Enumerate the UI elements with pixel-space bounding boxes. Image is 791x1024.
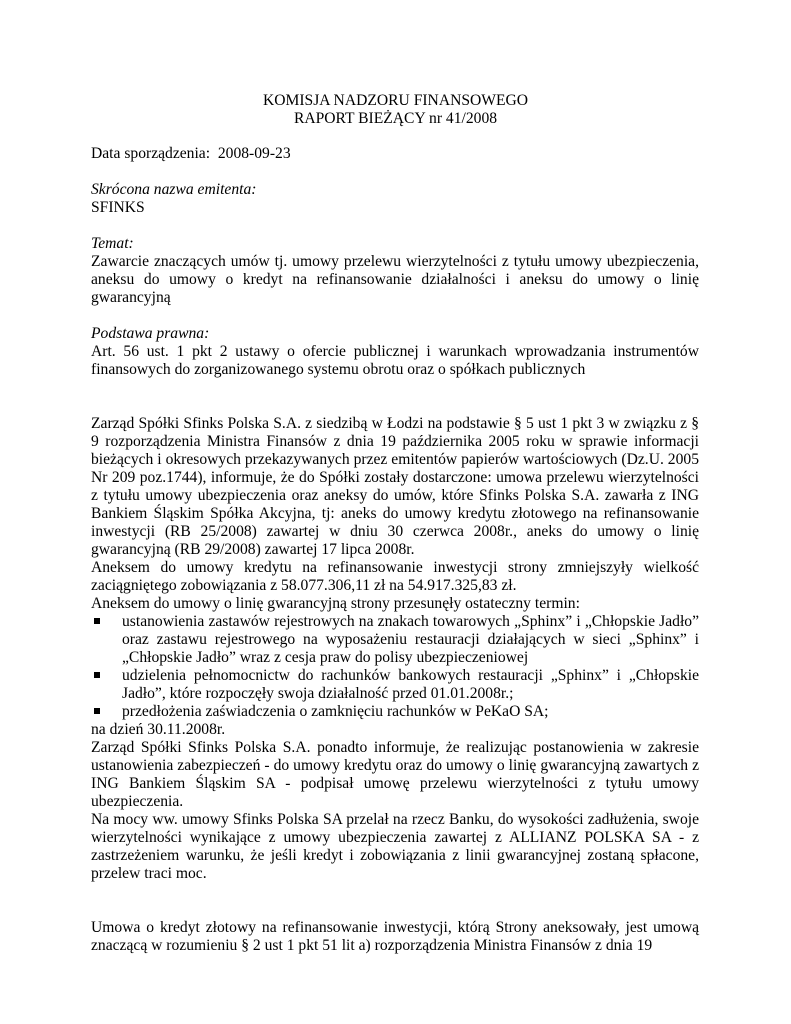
list-item bbox=[91, 703, 699, 721]
body-paragraph-1: Zarząd Spółki Sfinks Polska S.A. z siedzibą w Łodzi na podstawie § 5 ust 1 pkt 3 w związku z § 9 rozporządzenia Ministra Finansów z dnia 19 października 2005 roku w sprawie informacji bieżących i okresowych przekazywanych przez emitentów papierów wartościowych (Dz.U. 2005 Nr 209 poz.1744), informuje, że do Spółki zostały dostarczone: umowa przelewu wierzytelności z tytułu umowy ubezpieczenia oraz aneksy do umów, które Sfinks Polska S.A. zawarła z ING Bankiem Śląskim Spółka Akcyjna, tj: aneks do umowy kredytu złotowego na refinansowanie inwestycji (RB 25/2008) zawartej w dniu 30 czerwca 2008r., aneks do umowy o linię gwarancyjną (RB 29/2008) zawartej 17 lipca 2008r. bbox=[91, 415, 699, 558]
date-line bbox=[91, 145, 699, 163]
authority-title: KOMISJA NADZORU FINANSOWEGO bbox=[262, 92, 529, 109]
bullet-square-icon bbox=[94, 618, 100, 624]
list-item bbox=[91, 613, 699, 667]
deadline-list bbox=[91, 613, 699, 721]
date-value: 2008-09-23 bbox=[217, 145, 291, 162]
date-label: Data sporządzenia: bbox=[91, 145, 211, 162]
topic-text: Zawarcie znaczących umów tj. umowy przelewu wierzytelności z tytułu umowy ubezpieczenia, aneksu do umowy o kredyt na refinansowanie działalności i aneksu do umowy o linię gwarancyjną bbox=[91, 253, 699, 306]
body-paragraph-4: Zarząd Spółki Sfinks Polska S.A. ponadto informuje, że realizując postanowienia w zakresie ustanowienia zabezpieczeń - do umowy kredytu oraz do umowy o linię gwarancyjną zawartych z ING Bankiem Śląskim SA - podpisał umowę przelewu wierzytelności z tytułu umowy ubezpieczenia. bbox=[91, 739, 699, 810]
list-item-text: przedłożenia zaświadczenia o zamknięciu rachunków w PeKaO SA; bbox=[122, 703, 549, 720]
legal-basis-text: Art. 56 ust. 1 pkt 2 ustawy o ofercie publicznej i warunkach wprowadzania instrumentów finansowych do zorganizowanego systemu obrotu oraz o spółkach publicznych bbox=[91, 343, 699, 378]
bullet-square-icon bbox=[94, 708, 100, 714]
report-header bbox=[0, 92, 791, 128]
legal-basis-label: Podstawa prawna: bbox=[91, 325, 210, 342]
body-paragraph-2: Aneksem do umowy kredytu na refinansowanie inwestycji strony zmniejszyły wielkość zaciągniętego zobowiązania z 58.077.306,11 zł na 54.917.325,83 zł. bbox=[91, 559, 699, 594]
list-item bbox=[91, 667, 699, 703]
body-paragraph-3: Aneksem do umowy o linię gwarancyjną strony przesunęły ostateczny termin: bbox=[91, 595, 580, 612]
list-item-text: udzielenia pełnomocnictw do rachunków bankowych restauracji „Sphinx” i „Chłopskie Jadło”, które rozpoczęły swoja działalność przed 01.01.2008r.; bbox=[122, 667, 699, 702]
bullet-square-icon bbox=[94, 672, 100, 678]
topic-label: Temat: bbox=[91, 235, 134, 252]
deadline-date: na dzień 30.11.2008r. bbox=[91, 721, 226, 738]
report-content bbox=[91, 145, 699, 955]
issuer-label: Skrócona nazwa emitenta: bbox=[91, 181, 257, 198]
issuer-value: SFINKS bbox=[91, 199, 145, 216]
body-paragraph-5: Na mocy ww. umowy Sfinks Polska SA przelał na rzecz Banku, do wysokości zadłużenia, swoje wierzytelności wynikające z umowy ubezpieczenia zawartej z ALLIANZ POLSKA SA - z zastrzeżeniem warunku, że jeśli kredyt i zobowiązania z linii gwarancyjnej zostaną spłacone, przelew traci moc. bbox=[91, 811, 699, 882]
body-paragraph-6: Umowa o kredyt złotowy na refinansowanie inwestycji, którą Strony aneksowały, jest umową znaczącą w rozumieniu § 2 ust 1 pkt 51 lit a) rozporządzenia Ministra Finansów z dnia 19 bbox=[91, 919, 699, 954]
list-item-text: ustanowienia zastawów rejestrowych na znakach towarowych „Sphinx” i „Chłopskie Jadło” oraz zastawu rejestrowego na wyposażeniu restauracji działających w sieci „Sphinx” i „Chłopskie Jadło” wraz z cesja praw do polisy ubezpieczeniowej bbox=[122, 613, 699, 666]
report-number: RAPORT BIEŻĄCY nr 41/2008 bbox=[293, 110, 498, 127]
